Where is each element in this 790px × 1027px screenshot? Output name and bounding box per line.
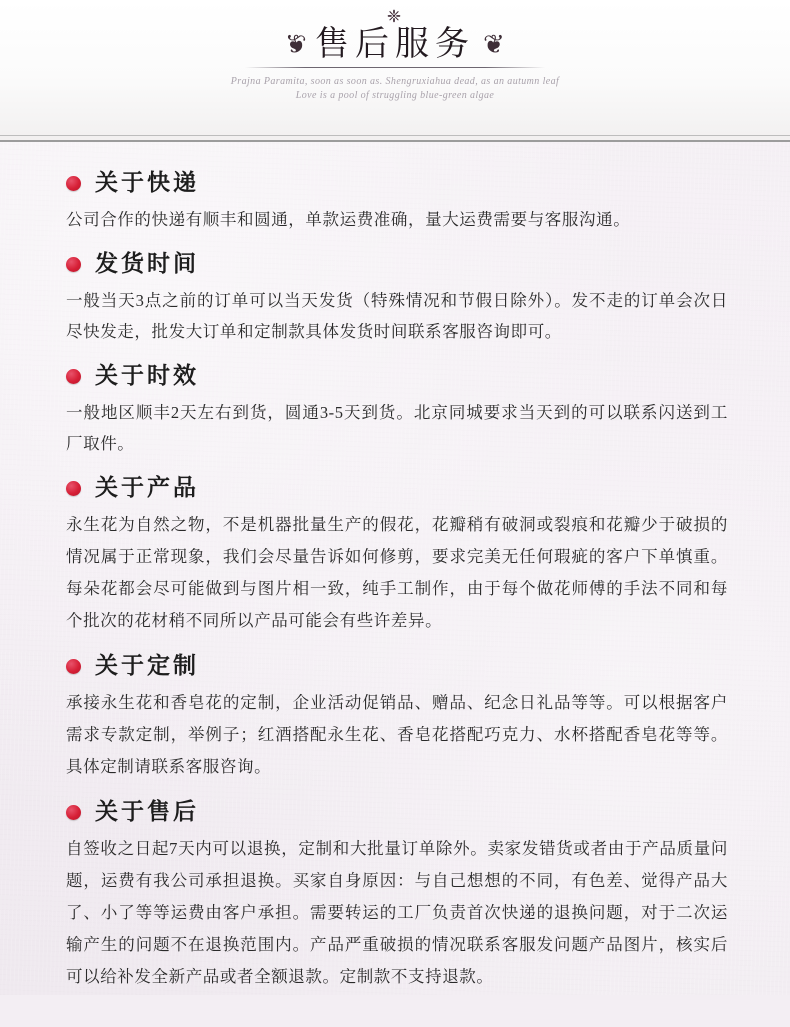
banner-title-row <box>287 25 503 65</box>
section-title: 发货时间 <box>95 251 199 276</box>
page-title: 售后服务 <box>315 26 475 63</box>
banner-subtitle-line-2: Love is a pool of struggling blue-green algae <box>295 90 495 101</box>
section-after-sales <box>60 797 730 993</box>
section-header <box>60 473 730 503</box>
section-title: 关于快递 <box>95 170 199 195</box>
section-body: 一般当天3点之前的订单可以当天发货（特殊情况和节假日除外）。发不走的订单会次日尽快发走，批发大订单和定制款具体发货时间联系客服咨询即可。 <box>66 291 728 341</box>
section-header <box>60 361 730 391</box>
policy-content <box>0 142 790 1027</box>
section-product <box>60 473 730 637</box>
flourish-left-icon: ❦ <box>287 30 307 59</box>
section-title: 关于时效 <box>95 363 199 388</box>
bullet-dot-icon <box>66 369 81 384</box>
section-title: 关于产品 <box>95 475 199 500</box>
banner-subtitle-line-1: Prajna Paramita, soon as soon as. Shengruxiahua dead, as an autumn leaf <box>230 76 560 87</box>
banner-divider <box>245 67 545 68</box>
section-header <box>60 168 730 198</box>
banner-subtitle <box>231 75 559 103</box>
page-banner <box>0 0 790 142</box>
bullet-dot-icon <box>66 257 81 272</box>
section-delivery-speed <box>60 361 730 459</box>
section-body: 公司合作的快递有顺丰和圆通，单款运费准确，量大运费需要与客服沟通。 <box>66 210 631 229</box>
bullet-dot-icon <box>66 805 81 820</box>
section-body: 自签收之日起7天内可以退换，定制和大批量订单除外。卖家发错货或者由于产品质量问题，运费有我公司承担退换。买家自身原因：与自己想想的不同，有色差、觉得产品大了、小了等等运费由客户承担。需要转运的工厂负责首次快递的退换问题，对于二次运输产生的问题不在退换范围内。产品严重破损的情况联系客服发问题产品图片，核实后可以给补发全新产品或者全额退款。定制款不支持退款。 <box>66 839 728 986</box>
section-header <box>60 651 730 681</box>
ornament-icon: ❈ <box>386 7 404 26</box>
section-body: 承接永生花和香皂花的定制，企业活动促销品、赠品、纪念日礼品等等。可以根据客户需求专款定制，举例子；红酒搭配永生花、香皂花搭配巧克力、水杯搭配香皂花等等。具体定制请联系客服咨询。 <box>66 693 728 776</box>
section-body: 永生花为自然之物，不是机器批量生产的假花，花瓣稍有破洞或裂痕和花瓣少于破损的情况属于正常现象，我们会尽量告诉如何修剪，要求完美无任何瑕疵的客户下单慎重。每朵花都会尽可能做到与图片相一致，纯手工制作，由于每个做花师傅的手法不同和每个批次的花材稍不同所以产品可能会有些许差异。 <box>66 515 728 630</box>
section-header <box>60 797 730 827</box>
section-shipping-time <box>60 249 730 347</box>
banner-inner <box>0 0 790 140</box>
flourish-right-icon: ❦ <box>483 30 503 59</box>
section-body: 一般地区顺丰2天左右到货，圆通3-5天到货。北京同城要求当天到的可以联系闪送到工厂取件。 <box>66 403 728 453</box>
section-title: 关于定制 <box>95 653 199 678</box>
section-title: 关于售后 <box>95 799 199 824</box>
section-customization <box>60 651 730 783</box>
section-express <box>60 168 730 235</box>
section-header <box>60 249 730 279</box>
bullet-dot-icon <box>66 176 81 191</box>
bullet-dot-icon <box>66 659 81 674</box>
bullet-dot-icon <box>66 481 81 496</box>
